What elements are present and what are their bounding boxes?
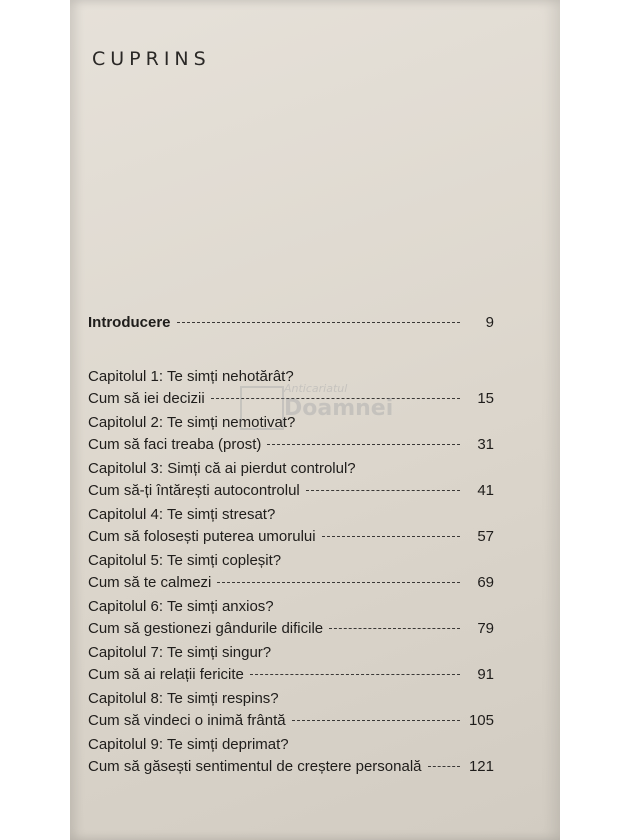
- toc-entry-4: [88, 504, 494, 549]
- chapter-subtitle: Cum să faci treaba (prost): [88, 436, 262, 453]
- dotted-leader: [217, 582, 460, 583]
- intro-page-number: 9: [485, 314, 494, 331]
- chapter-title: Capitolul 3: Simți că ai pierdut controlul?: [88, 460, 356, 477]
- chapter-title: Capitolul 8: Te simți respins?: [88, 690, 279, 707]
- chapter-title: Capitolul 9: Te simți deprimat?: [88, 736, 289, 753]
- chapter-subtitle: Cum să vindeci o inimă frântă: [88, 712, 286, 729]
- chapter-subtitle: Cum să-ți întărești autocontrolul: [88, 482, 300, 499]
- dotted-leader: [428, 766, 460, 767]
- chapter-page-number: 41: [477, 482, 494, 499]
- dotted-leader: [329, 628, 460, 629]
- toc-intro-row: [88, 314, 494, 338]
- chapter-subtitle: Cum să gestionezi gândurile dificile: [88, 620, 324, 637]
- chapter-subtitle: Cum să ai relații fericite: [88, 666, 244, 683]
- toc-entry-9: [88, 734, 494, 779]
- chapter-subtitle: Cum să folosești puterea umorului: [88, 528, 316, 545]
- chapter-page-number: 105: [468, 712, 494, 729]
- dotted-leader: [322, 536, 460, 537]
- chapter-page-number: 79: [477, 620, 494, 637]
- chapter-title: Capitolul 2: Te simți nemotivat?: [88, 414, 296, 431]
- chapter-title: Capitolul 6: Te simți anxios?: [88, 598, 274, 615]
- chapter-title: Capitolul 4: Te simți stresat?: [88, 506, 276, 523]
- chapter-title: Capitolul 1: Te simți nehotărât?: [88, 368, 294, 385]
- dotted-leader: [306, 490, 460, 491]
- chapter-subtitle: Cum să iei decizii: [88, 390, 205, 407]
- chapter-page-number: 15: [477, 390, 494, 407]
- dotted-leader: [177, 322, 460, 323]
- toc-entry-7: [88, 642, 494, 687]
- chapter-title: Capitolul 5: Te simți copleșit?: [88, 552, 282, 569]
- dotted-leader: [267, 444, 460, 445]
- chapter-title: Capitolul 7: Te simți singur?: [88, 644, 272, 661]
- watermark-logo: [240, 382, 400, 432]
- toc-entry-6: [88, 596, 494, 641]
- chapter-page-number: 121: [468, 758, 494, 775]
- dotted-leader: [250, 674, 460, 675]
- chapter-page-number: 91: [477, 666, 494, 683]
- dotted-leader: [292, 720, 460, 721]
- chapter-page-number: 31: [477, 436, 494, 453]
- watermark-top-text: Anticariatul: [284, 382, 348, 395]
- watermark-box-icon: [240, 386, 284, 430]
- chapter-page-number: 57: [477, 528, 494, 545]
- intro-title: Introducere: [88, 314, 171, 331]
- watermark-main-text: Doamnei: [284, 396, 394, 421]
- toc-entry-5: [88, 550, 494, 595]
- toc-entry-8: [88, 688, 494, 733]
- chapter-subtitle: Cum să te calmezi: [88, 574, 212, 591]
- chapter-page-number: 69: [477, 574, 494, 591]
- toc-entry-3: [88, 458, 494, 503]
- page-title: CUPRINS: [92, 48, 211, 70]
- chapter-subtitle: Cum să găsești sentimentul de creștere personală: [88, 758, 422, 775]
